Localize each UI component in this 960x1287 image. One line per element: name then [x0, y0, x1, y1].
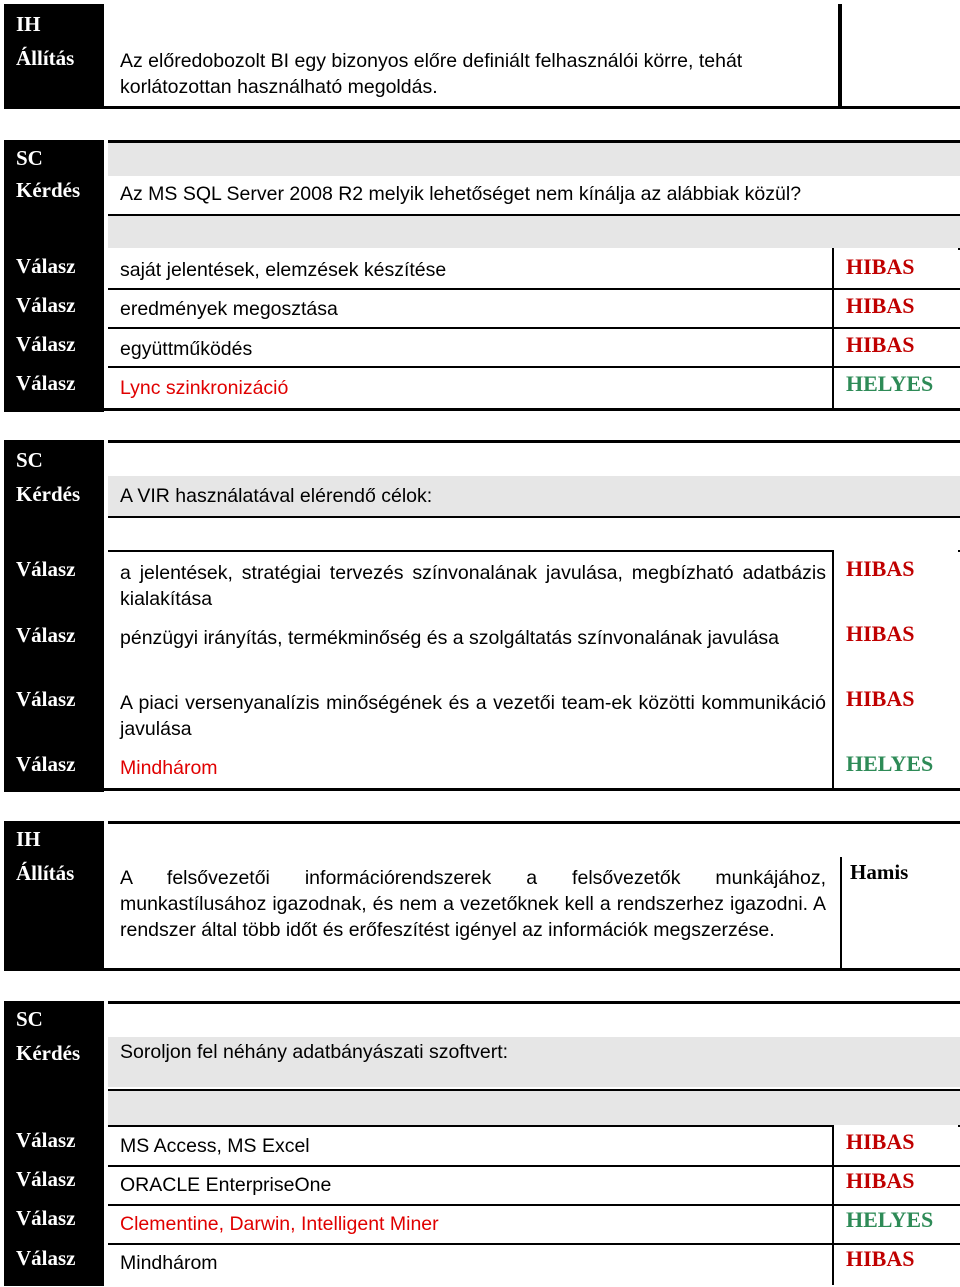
answer-text-correct: Lync szinkronizáció [120, 377, 289, 399]
row-rule [108, 327, 960, 329]
question-header-band [108, 140, 960, 176]
statement-text: A felsővezetői információrendszerek a felsővezetők munkájához, munkastílusához igazodnak, és nem a vezetőknek kell a rendszerhez igazodni. A rendszer által több időt és erőfeszítést igényel az információk megszerzése. [120, 867, 826, 941]
question-row [108, 476, 960, 516]
result-tag: HIBAS [846, 686, 915, 711]
type-cell [4, 1001, 104, 1286]
result-tag: HIBAS [846, 293, 915, 318]
answer-text-correct: Clementine, Darwin, Intelligent Miner [120, 1213, 439, 1235]
answer-text: pénzügyi irányítás, termékminőség és a szolgáltatás színvonalának javulása [120, 627, 780, 649]
result-tag: HELYES [846, 751, 934, 776]
spacer-band [108, 214, 960, 250]
result-tag: Hamis [850, 860, 909, 884]
type-label: SC [16, 1007, 43, 1031]
answer-label: Válasz [16, 687, 76, 711]
row-rule [108, 1165, 960, 1167]
bottom-rule [4, 106, 960, 109]
result-tag: HIBAS [846, 621, 915, 646]
type-cell [4, 4, 104, 108]
answer-label: Válasz [16, 1206, 76, 1230]
row-rule [108, 288, 960, 290]
result-tag: HIBAS [846, 1168, 915, 1193]
kind-label: Állítás [16, 46, 75, 70]
question-text: Soroljon fel néhány adatbányászati szoftvert: [120, 1041, 509, 1063]
answer-label: Válasz [16, 332, 76, 356]
question-row [108, 176, 960, 212]
answer-label: Válasz [16, 254, 76, 278]
result-tag: HELYES [846, 371, 934, 396]
result-tag: HIBAS [846, 332, 915, 357]
type-cell [4, 821, 104, 971]
type-label: IH [16, 827, 41, 851]
row-rule [108, 1243, 960, 1245]
answer-label: Válasz [16, 371, 76, 395]
bottom-rule [4, 968, 960, 971]
divider [840, 4, 842, 108]
question-header-band [108, 1001, 960, 1037]
result-tag: HIBAS [846, 556, 915, 581]
statement-cell [108, 4, 840, 108]
type-cell [4, 440, 104, 792]
spacer-band [108, 821, 960, 857]
answer-label: Válasz [16, 1246, 76, 1270]
answer-text: MS Access, MS Excel [120, 1135, 310, 1157]
answer-label: Válasz [16, 1128, 76, 1152]
answer-text: ORACLE EnterpriseOne [120, 1174, 332, 1196]
result-tag: HELYES [846, 1207, 934, 1232]
answer-text: eredmények megosztása [120, 298, 338, 320]
bottom-rule [4, 788, 960, 791]
answer-text: A piaci versenyanalízis minőségének és a vezetői team-ek közötti kommunikáció javulása [120, 692, 826, 740]
kind-label: Kérdés [16, 178, 81, 202]
result-tag: HIBAS [846, 1246, 915, 1271]
answer-label: Válasz [16, 557, 76, 581]
question-header-band [108, 440, 960, 476]
spacer [108, 4, 838, 40]
spacer-band [108, 1089, 960, 1127]
spacer-band [108, 516, 960, 552]
result-tag: HIBAS [846, 1129, 915, 1154]
answer-text: együttműködés [120, 338, 253, 360]
type-cell [4, 140, 104, 412]
result-tag: HIBAS [846, 254, 915, 279]
answer-label: Válasz [16, 623, 76, 647]
answer-label: Válasz [16, 752, 76, 776]
kind-label: Kérdés [16, 1041, 81, 1065]
answer-text: Mindhárom [120, 1252, 218, 1274]
type-label: SC [16, 146, 43, 170]
answer-label: Válasz [16, 1167, 76, 1191]
row-rule [108, 366, 960, 368]
kind-label: Állítás [16, 861, 75, 885]
question-text: A VIR használatával elérendő célok: [120, 485, 433, 507]
row-rule [108, 1204, 960, 1206]
question-row [108, 1037, 960, 1087]
answer-text: saját jelentések, elemzések készítése [120, 259, 447, 281]
answer-text: a jelentések, stratégiai tervezés színvonalának javulása, megbízható adatbázis kialakítása [120, 562, 826, 610]
type-label: IH [16, 12, 41, 36]
answer-label: Válasz [16, 293, 76, 317]
divider [840, 857, 842, 969]
kind-label: Kérdés [16, 482, 81, 506]
bottom-rule [4, 408, 960, 411]
question-text: Az MS SQL Server 2008 R2 melyik lehetőséget nem kínálja az alábbiak közül? [120, 183, 802, 205]
statement-text: Az előredobozolt BI egy bizonyos előre definiált felhasználói körre, tehát korlátozottan használható megoldás. [120, 50, 743, 98]
type-label: SC [16, 448, 43, 472]
answer-text-correct: Mindhárom [120, 757, 218, 779]
